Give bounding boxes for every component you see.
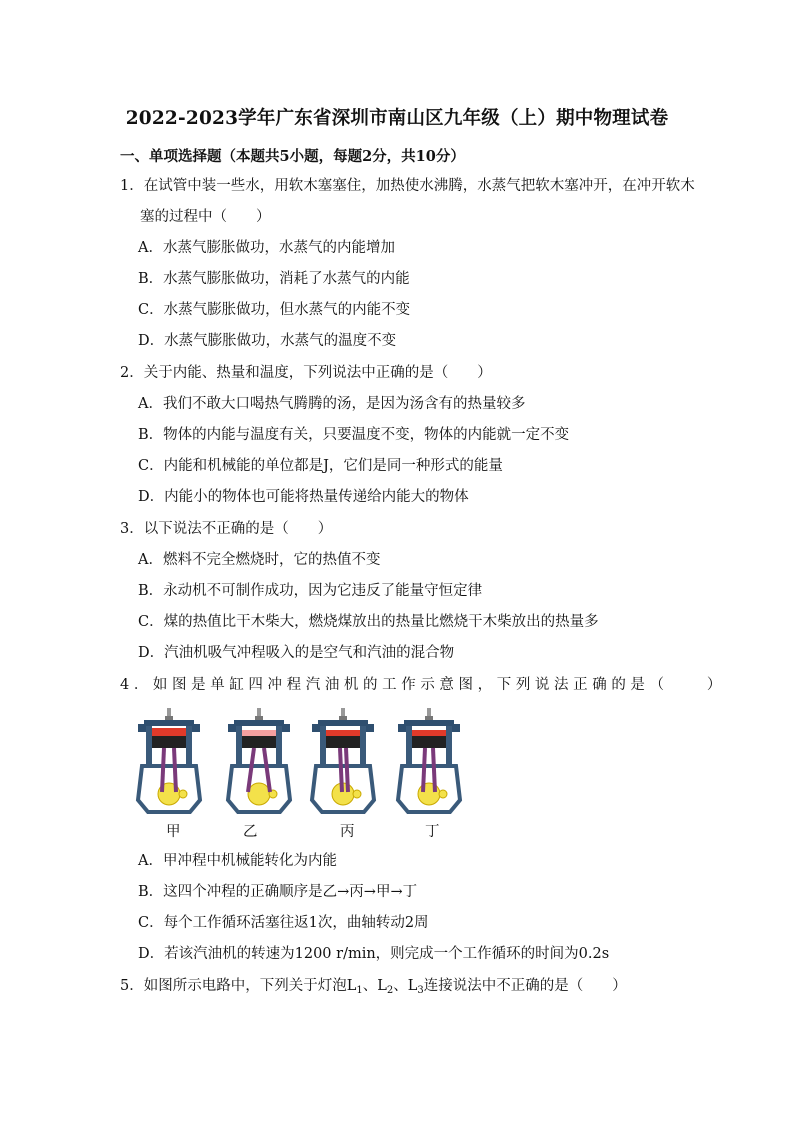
engine-yi	[228, 708, 290, 812]
question-3-option-b: B．永动机不可制作成功，因为它违反了能量守恒定律	[138, 583, 483, 599]
question-2-option-a: A．我们不敢大口喝热气腾腾的汤，是因为汤含有的热量较多	[138, 396, 526, 412]
question-2-option-d: D．内能小的物体也可能将热量传递给内能大的物体	[138, 489, 469, 505]
question-1-option-c: C．水蒸气膨胀做功，但水蒸气的内能不变	[138, 302, 411, 318]
figure-label-ding: 丁	[425, 824, 440, 840]
subscript-3: 3	[417, 985, 424, 996]
page-title: 2022-2023学年广东省深圳市南山区九年级（上）期中物理试卷	[125, 108, 669, 129]
question-5-stem-pre: 5．如图所示电路中，下列关于灯泡L	[120, 978, 357, 994]
engine-bing	[312, 708, 374, 812]
question-1-stem: 1．在试管中装一些水，用软木塞塞住，加热使水沸腾，水蒸气把软木塞冲开，在冲开软木	[120, 178, 695, 194]
question-1-stem-cont: 塞的过程中（ ）	[140, 209, 271, 225]
question-3-option-a: A．燃料不完全燃烧时，它的热值不变	[138, 552, 381, 568]
separator-2: 、L	[393, 978, 418, 994]
question-5-stem	[120, 977, 627, 1000]
question-3-option-c: C．煤的热值比干木柴大，燃烧煤放出的热量比燃烧干木柴放出的热量多	[138, 614, 599, 630]
engine-strokes-figure	[134, 708, 474, 836]
question-1-option-a: A．水蒸气膨胀做功，水蒸气的内能增加	[138, 240, 395, 256]
figure-label-jia: 甲	[166, 824, 181, 840]
question-1-option-d: D．水蒸气膨胀做功，水蒸气的温度不变	[138, 333, 397, 349]
engine-jia	[138, 708, 200, 812]
subscript-2: 2	[386, 985, 394, 996]
question-2-option-b: B．物体的内能与温度有关，只要温度不变，物体的内能就一定不变	[138, 427, 570, 443]
question-4-option-b: B．这四个冲程的正确顺序是乙→丙→甲→丁	[138, 884, 418, 900]
separator-1: 、L	[362, 978, 387, 994]
question-5-stem-post: 连接说法中不正确的是（ ）	[423, 978, 627, 994]
question-1-option-b: B．水蒸气膨胀做功，消耗了水蒸气的内能	[138, 271, 410, 287]
question-3-option-d: D．汽油机吸气冲程吸入的是空气和汽油的混合物	[138, 645, 455, 661]
question-2-option-c: C．内能和机械能的单位都是J，它们是同一种形式的能量	[138, 458, 503, 474]
question-4-option-a: A．甲冲程中机械能转化为内能	[138, 853, 337, 869]
subscript-1: 1	[356, 985, 363, 996]
figure-label-yi: 乙	[243, 824, 258, 840]
question-4-option-c: C．每个工作循环活塞往返1次，曲轴转动2周	[138, 915, 429, 931]
section-heading: 一、单项选择题（本题共5小题，每题2分，共10分）	[120, 148, 465, 165]
figure-label-bing: 丙	[340, 824, 355, 840]
question-4-option-d: D．若该汽油机的转速为1200 r/min，则完成一个工作循环的时间为0.2s	[138, 946, 610, 962]
question-3-stem: 3．以下说法不正确的是（ ）	[120, 521, 333, 537]
engine-ding	[398, 708, 460, 812]
question-4-stem: 4．如图是单缸四冲程汽油机的工作示意图，下列说法正确的是（ ）	[120, 677, 726, 693]
question-2-stem: 2．关于内能、热量和温度，下列说法中正确的是（ ）	[120, 365, 492, 381]
